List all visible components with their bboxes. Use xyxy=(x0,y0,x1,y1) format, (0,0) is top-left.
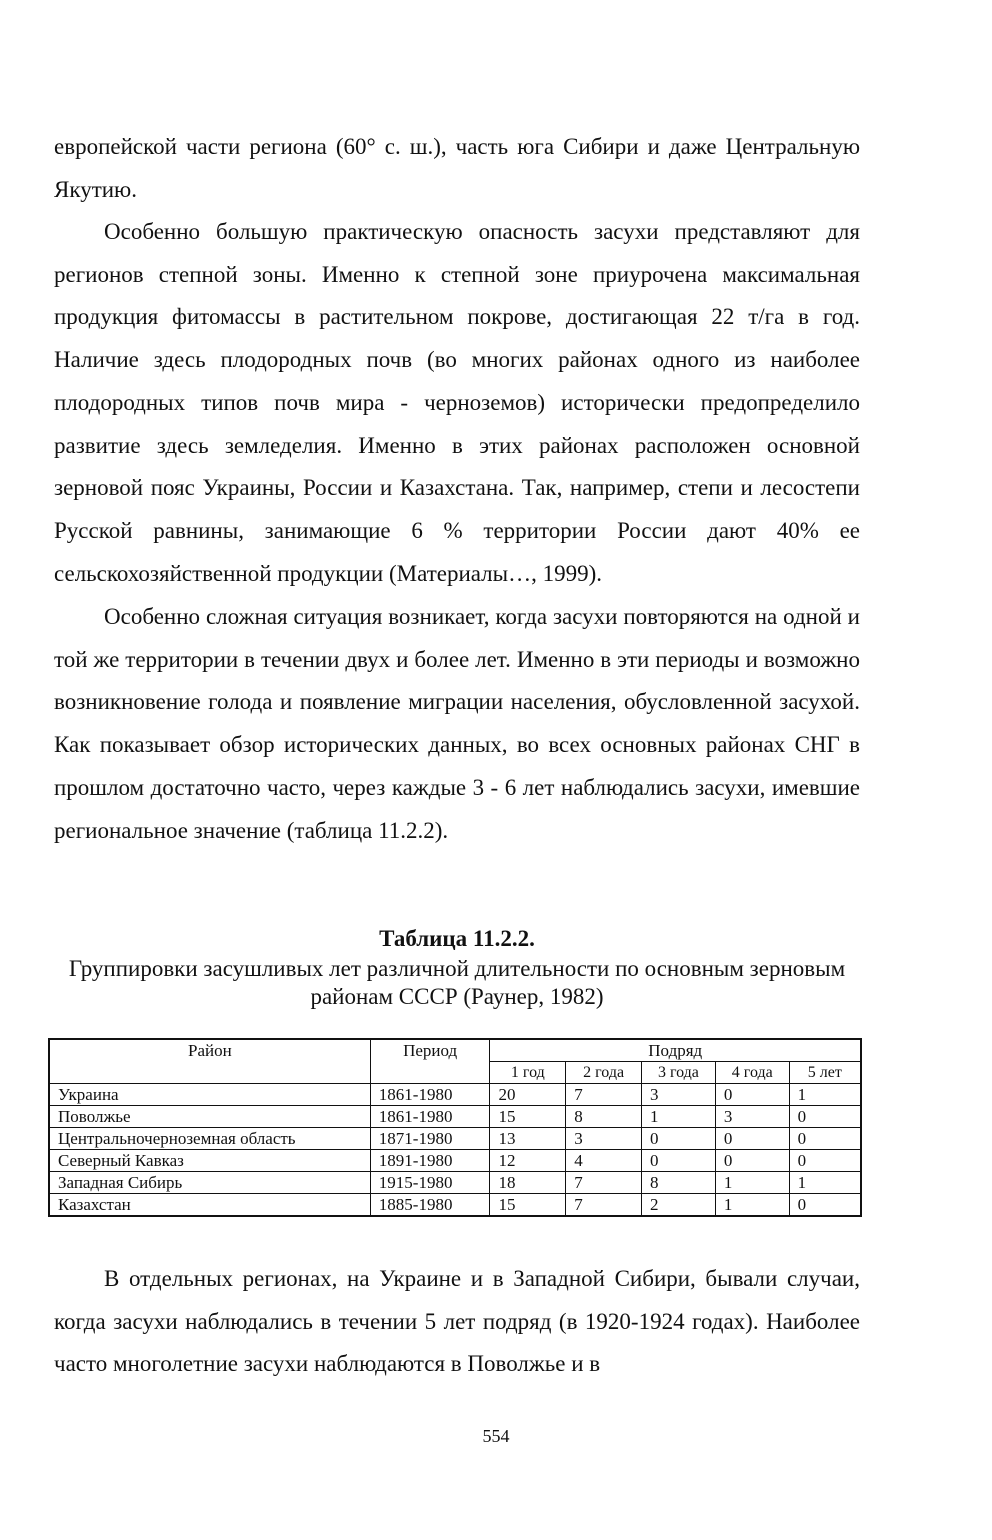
cell-period: 1871-1980 xyxy=(370,1128,490,1150)
page-number: 554 xyxy=(482,1426,510,1446)
cell-value: 3 xyxy=(642,1084,716,1106)
cell-period: 1891-1980 xyxy=(370,1150,490,1172)
header-3-years: 3 года xyxy=(642,1062,716,1084)
cell-value: 1 xyxy=(642,1106,716,1128)
cell-period: 1861-1980 xyxy=(370,1084,490,1106)
cell-value: 1 xyxy=(715,1194,789,1217)
table-row xyxy=(49,1150,861,1172)
cell-period: 1885-1980 xyxy=(370,1194,490,1217)
cell-value: 0 xyxy=(789,1128,861,1150)
table-caption: Группировки засушливых лет различной длительности по основным зерновым районам СССР (Раунер, 1982) xyxy=(68,956,846,1009)
table-row xyxy=(49,1106,861,1128)
cell-value: 7 xyxy=(566,1194,642,1217)
cell-value: 15 xyxy=(490,1194,566,1217)
cell-value: 0 xyxy=(789,1194,861,1217)
cell-value: 0 xyxy=(642,1150,716,1172)
paragraph-2: Особенно большую практическую опасность засухи представляют для регионов степной зоны. Именно к степной зоне приурочена максимальная продукция фитомассы в растительном покрове, достигающая 22 т/га в год. Наличие здесь плодородных почв (во многих районах одного из наиболее плодородных типов почв мира - черноземов) исторически предопределило развитие здесь земледелия. Именно в этих районах расположен основной зерновой пояс Украины, России и Казахстана. Так, например, степи и лесостепи Русской равнины, занимающие 6 % территории России дают 40% ее сельскохозяйственной продукции (Материалы…, 1999). xyxy=(54,219,860,586)
cell-value: 8 xyxy=(642,1172,716,1194)
cell-value: 0 xyxy=(715,1084,789,1106)
cell-value: 7 xyxy=(566,1084,642,1106)
header-4-years: 4 года xyxy=(715,1062,789,1084)
header-2-years: 2 года xyxy=(566,1062,642,1084)
cell-value: 0 xyxy=(789,1106,861,1128)
table-title: Таблица 11.2.2. xyxy=(379,926,535,951)
cell-region: Западная Сибирь xyxy=(49,1172,370,1194)
cell-value: 0 xyxy=(715,1150,789,1172)
cell-value: 1 xyxy=(715,1172,789,1194)
cell-value: 0 xyxy=(642,1128,716,1150)
cell-value: 13 xyxy=(490,1128,566,1150)
cell-value: 0 xyxy=(715,1128,789,1150)
cell-value: 20 xyxy=(490,1084,566,1106)
cell-period: 1861-1980 xyxy=(370,1106,490,1128)
table-row xyxy=(49,1172,861,1194)
cell-value: 4 xyxy=(566,1150,642,1172)
cell-value: 18 xyxy=(490,1172,566,1194)
drought-table xyxy=(48,1038,862,1217)
cell-region: Северный Кавказ xyxy=(49,1150,370,1172)
cell-value: 2 xyxy=(642,1194,716,1217)
cell-region: Казахстан xyxy=(49,1194,370,1217)
table-row xyxy=(49,1128,861,1150)
cell-value: 3 xyxy=(566,1128,642,1150)
table-row xyxy=(49,1084,861,1106)
cell-value: 7 xyxy=(566,1172,642,1194)
paragraph-3: Особенно сложная ситуация возникает, когда засухи повторяются на одной и той же территории в течении двух и более лет. Именно в эти периоды и возможно возникновение голода и появление миграции населения, обусловленной засухой. Как показывает обзор исторических данных, во всех основных районах СНГ в прошлом достаточно часто, через каждые 3 - 6 лет наблюдались засухи, имевшие региональное значение (таблица 11.2.2). xyxy=(54,604,860,843)
cell-period: 1915-1980 xyxy=(370,1172,490,1194)
cell-value: 1 xyxy=(789,1172,861,1194)
header-period: Период xyxy=(370,1039,490,1084)
cell-value: 12 xyxy=(490,1150,566,1172)
cell-value: 8 xyxy=(566,1106,642,1128)
cell-region: Центральночерноземная область xyxy=(49,1128,370,1150)
table-row xyxy=(49,1194,861,1217)
paragraph-1: европейской части региона (60° с. ш.), часть юга Сибири и даже Центральную Якутию. xyxy=(54,134,860,202)
header-5-years: 5 лет xyxy=(789,1062,861,1084)
cell-region: Поволжье xyxy=(49,1106,370,1128)
cell-value: 1 xyxy=(789,1084,861,1106)
cell-region: Украина xyxy=(49,1084,370,1106)
header-1-year: 1 год xyxy=(490,1062,566,1084)
cell-value: 0 xyxy=(789,1150,861,1172)
paragraph-4: В отдельных регионах, на Украине и в Западной Сибири, бывали случаи, когда засухи наблюдались в течении 5 лет подряд (в 1920-1924 годах). Наиболее часто многолетние засухи наблюдаются в Поволжье и в xyxy=(54,1266,860,1377)
header-consecutive: Подряд xyxy=(490,1039,861,1062)
cell-value: 3 xyxy=(715,1106,789,1128)
cell-value: 15 xyxy=(490,1106,566,1128)
header-region: Район xyxy=(49,1039,370,1084)
